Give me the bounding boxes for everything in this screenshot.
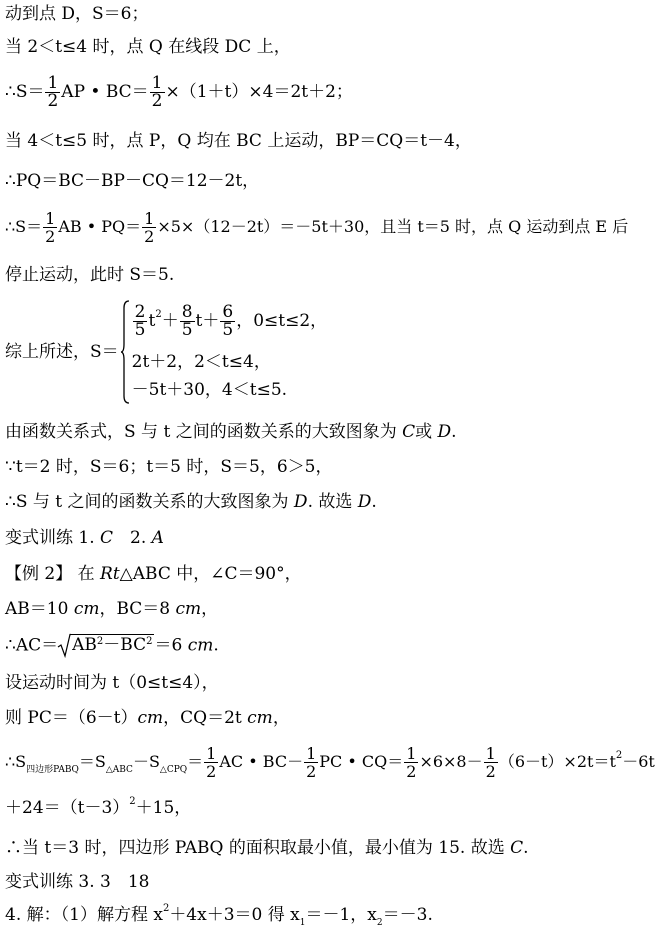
text-segment: 变式训练 1.	[5, 528, 101, 548]
unit-label: cm	[175, 599, 202, 619]
italic-symbol: D	[293, 492, 308, 512]
text-segment: .	[451, 422, 457, 442]
text-segment: ∴AC＝	[5, 635, 59, 656]
text-segment: 停止运动，此时 S＝5.	[5, 265, 175, 285]
text-segment: 【例 2】 在	[5, 564, 101, 584]
solution-line-4	[5, 130, 472, 152]
solution-line-22	[5, 837, 529, 859]
text-segment: ，CQ＝2t	[163, 708, 248, 728]
fraction-denominator: 2	[144, 227, 155, 246]
text-segment: ＝－1，x	[305, 905, 377, 925]
text-segment: ∵t＝2 时，S＝6；t＝5 时，S＝5，6＞5，	[5, 457, 333, 477]
text-segment: AB	[72, 635, 97, 655]
text-segment: ∴PQ＝BC－BP－CQ＝12－2t，	[5, 171, 260, 191]
fraction-denominator: 2	[206, 762, 217, 781]
text-segment: ，	[201, 599, 219, 619]
superscript: 2	[96, 636, 104, 647]
exercise-answers-1	[5, 527, 164, 549]
case-row-1	[132, 301, 328, 340]
fraction-numerator: 2	[134, 301, 146, 322]
left-brace-icon	[120, 300, 130, 404]
text-segment: ∴S 与 t 之间的函数关系的大致图象为	[5, 492, 294, 512]
unit-label: cm	[187, 635, 214, 656]
italic-symbol: C	[402, 422, 416, 442]
subscript: △CPQ	[159, 765, 188, 775]
fraction	[304, 745, 318, 780]
italic-symbol: Rt	[100, 564, 120, 584]
fraction-numerator: 1	[144, 209, 155, 228]
superscript: 2	[129, 796, 136, 807]
text-segment: －BC	[103, 635, 147, 655]
fraction	[45, 75, 60, 110]
text-segment: .	[213, 635, 219, 656]
fraction-numerator: 1	[151, 73, 163, 93]
text-segment: ×5×（12－2t）＝－5t＋30，且当 t＝5 时，点 Q 运动到点 E 后	[157, 217, 629, 236]
text-segment: （6－t）×2t＝t	[498, 752, 616, 771]
fraction-denominator: 2	[45, 227, 56, 246]
solution-line-18	[5, 672, 219, 694]
superscript: 2	[146, 636, 153, 647]
text-segment: ＋24＝（t－3）	[5, 798, 130, 818]
subscript: 2	[376, 918, 383, 928]
text-segment: ＝	[187, 752, 204, 771]
fraction-numerator: 6	[222, 301, 234, 322]
superscript: 2	[162, 903, 170, 914]
piecewise-function	[5, 300, 327, 404]
subscript: △ABC	[105, 765, 133, 775]
solution-line-3	[5, 75, 353, 110]
case-row-3	[132, 379, 328, 401]
fraction-denominator: 2	[406, 762, 417, 781]
solution-line-6	[5, 210, 628, 245]
radicand	[71, 634, 154, 656]
italic-symbol: C	[100, 528, 114, 548]
text-segment: 设运动时间为 t（0≤t≤4），	[5, 673, 219, 693]
text-segment: 2.	[113, 528, 152, 548]
solution-line-20	[5, 745, 655, 780]
fraction-denominator: 5	[134, 319, 146, 340]
text-segment: AB • PQ＝	[58, 217, 142, 236]
text-segment: ×（1＋t）×4＝2t＋2；	[165, 82, 353, 102]
solution-line-5	[5, 170, 259, 192]
text-segment: ×6×8－	[419, 752, 483, 771]
solution-line-21	[5, 797, 191, 819]
superscript: 2	[155, 308, 162, 320]
italic-symbol: D	[357, 492, 372, 512]
text-segment: . 故选	[307, 492, 358, 512]
text-segment: .	[371, 492, 377, 512]
fraction	[204, 745, 218, 780]
solution-line-11	[5, 421, 457, 443]
fraction-numerator: 8	[181, 301, 193, 322]
text-segment: AP • BC＝	[61, 82, 149, 102]
piecewise-lead-text: 综上所述，S＝	[5, 342, 119, 362]
solution-line-7	[5, 264, 174, 286]
unit-label: cm	[247, 708, 273, 728]
fraction	[43, 210, 57, 245]
superscript: 2	[615, 750, 623, 761]
square-root	[58, 634, 154, 658]
unit-label: cm	[73, 599, 100, 619]
subscript: 四边形PABQ	[26, 765, 79, 775]
italic-symbol: A	[151, 528, 164, 548]
text-segment: AB＝10	[5, 599, 74, 619]
text-segment: PC • CQ＝	[319, 752, 404, 771]
text-segment: －5t＋30，4＜t≤5.	[131, 379, 288, 400]
solution-line-2	[5, 36, 291, 58]
text-segment: t＋	[195, 310, 220, 331]
solution-line-16	[5, 598, 218, 620]
fraction	[142, 210, 156, 245]
radical-sign-icon	[58, 634, 71, 658]
text-segment: 由函数关系式，S 与 t 之间的函数关系的大致图象为	[5, 422, 403, 442]
text-segment: 动到点 D，S＝6；	[5, 4, 149, 24]
solution-line-19	[5, 707, 290, 729]
fraction-denominator: 2	[47, 91, 59, 111]
text-segment: ，BC＝8	[99, 599, 176, 619]
text-segment: △ABC 中，∠C＝90°，	[119, 564, 302, 584]
case-row-2	[132, 351, 328, 373]
text-segment: 2t＋2，2＜t≤4，	[131, 351, 271, 372]
solution-line-17	[5, 634, 219, 658]
italic-symbol: C	[510, 838, 524, 858]
text-segment: 则 PC＝（6－t）	[5, 708, 138, 728]
text-segment: 或	[415, 422, 438, 442]
fraction-numerator: 1	[406, 744, 417, 763]
fraction-denominator: 2	[151, 91, 163, 111]
text-segment: －6t	[622, 752, 655, 771]
text-segment: －S	[132, 752, 160, 771]
fraction-denominator: 2	[485, 762, 496, 781]
text-segment: ∴S＝	[5, 217, 43, 236]
text-segment: ∴当 t＝3 时，四边形 PABQ 的面积取最小值，最小值为 15. 故选	[5, 838, 511, 858]
fraction-numerator: 1	[306, 744, 317, 763]
text-segment: ＋	[161, 310, 179, 331]
fraction-denominator: 5	[181, 319, 193, 340]
text-segment: ＋4x＋3＝0 得 x	[169, 905, 300, 925]
text-segment: AC • BC－	[219, 752, 304, 771]
fraction-numerator: 1	[45, 209, 56, 228]
fraction-numerator: 1	[206, 744, 217, 763]
fraction	[150, 75, 165, 110]
text-segment: ＝S	[78, 752, 106, 771]
text-segment: t	[148, 310, 156, 331]
text-segment: ＋15，	[135, 798, 192, 818]
text-segment: ＝6	[154, 635, 188, 656]
problem-4-solution	[5, 904, 433, 926]
text-segment: .	[523, 838, 529, 858]
fraction-denominator: 5	[222, 319, 234, 340]
solution-line-12	[5, 456, 332, 478]
text-segment: 4. 解：（1）解方程 x	[5, 905, 163, 925]
text-segment: ＝－3.	[382, 905, 433, 925]
solution-line-13	[5, 491, 377, 513]
subscript: 1	[299, 918, 306, 928]
fraction	[180, 301, 195, 340]
fraction	[133, 301, 148, 340]
text-segment: 变式训练 3. 3 18	[5, 872, 150, 892]
text-segment: ∴S＝	[5, 82, 45, 102]
fraction	[220, 301, 235, 340]
fraction-numerator: 1	[485, 744, 496, 763]
fraction	[404, 745, 418, 780]
text-segment: ∴S	[5, 752, 27, 771]
piecewise-cases	[131, 301, 328, 401]
solution-line-1	[5, 3, 149, 25]
exercise-answers-3	[5, 871, 149, 893]
example-2-heading	[5, 563, 302, 585]
fraction	[484, 745, 498, 780]
italic-symbol: D	[437, 422, 452, 442]
text-segment: 当 2＜t≤4 时，点 Q 在线段 DC 上，	[5, 37, 291, 57]
text-segment: ，0≤t≤2，	[236, 310, 328, 331]
unit-label: cm	[137, 708, 164, 728]
text-segment: ，	[272, 708, 290, 728]
fraction-denominator: 2	[306, 762, 317, 781]
fraction-numerator: 1	[47, 73, 59, 93]
text-segment: 当 4＜t≤5 时，点 P，Q 均在 BC 上运动，BP＝CQ＝t－4，	[5, 131, 472, 151]
